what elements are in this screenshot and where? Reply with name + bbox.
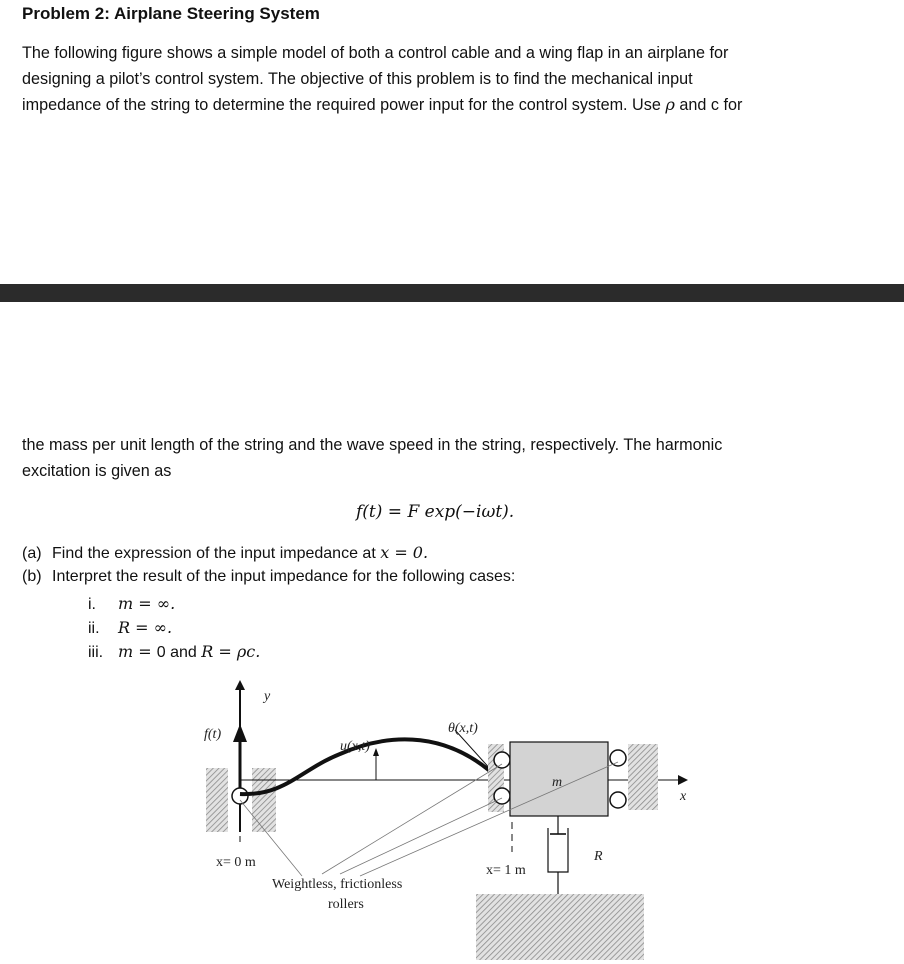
case-iii: iii. m = 0 and R = ρc. bbox=[88, 642, 261, 661]
mass-label: m bbox=[552, 775, 563, 790]
y-axis-arrowhead bbox=[235, 680, 245, 690]
displacement-arrowhead bbox=[373, 748, 379, 756]
left-wall-hatch-2 bbox=[252, 768, 276, 832]
damper-label: R bbox=[594, 849, 603, 864]
intro-line-1: The following figure shows a simple model of both a control cable and a wing flap in an airplane for bbox=[22, 44, 729, 62]
ground-block bbox=[476, 894, 644, 960]
string-curve bbox=[240, 739, 502, 794]
question-a-math: x = 0. bbox=[380, 543, 429, 562]
block-roller-bottom bbox=[610, 792, 626, 808]
case-i-label: i. bbox=[88, 596, 96, 613]
theta-label: θ(x,t) bbox=[448, 721, 478, 736]
force-arrowhead bbox=[233, 724, 247, 742]
end-roller-top bbox=[494, 752, 510, 768]
force-label: f(t) bbox=[204, 727, 222, 742]
question-b-text: Interpret the result of the input impedance for the following cases: bbox=[52, 568, 516, 585]
left-wall-hatch bbox=[206, 768, 228, 832]
intro-line-2: designing a pilot’s control system. The objective of this problem is to find the mechanical input bbox=[22, 70, 693, 88]
question-b-label: (b) bbox=[22, 568, 42, 585]
rho-symbol: ρ bbox=[665, 95, 675, 114]
rollers-caption-line-1: Weightless, frictionless bbox=[272, 877, 403, 892]
string-flap-figure bbox=[190, 672, 690, 962]
displacement-label: u(x,t) bbox=[340, 739, 370, 754]
question-b bbox=[22, 568, 515, 586]
continuation-line-2: excitation is given as bbox=[22, 462, 172, 480]
block-wall bbox=[628, 744, 658, 810]
case-ii-label: ii. bbox=[88, 620, 100, 637]
intro-line-3: impedance of the string to determine the required power input for the control system. Use ρ and c for bbox=[22, 95, 743, 114]
x-axis-arrowhead bbox=[678, 775, 688, 785]
question-a bbox=[22, 543, 428, 563]
continuation-line-1: the mass per unit length of the string and the wave speed in the string, respectively. The harmonic bbox=[22, 436, 723, 454]
y-axis-label: y bbox=[264, 689, 271, 704]
case-iii-label: iii. bbox=[88, 644, 104, 661]
question-a-label: (a) bbox=[22, 545, 42, 562]
problem-title: Problem 2: Airplane Steering System bbox=[22, 4, 320, 23]
block-roller-top bbox=[610, 750, 626, 766]
x1-label: x= 1 m bbox=[486, 863, 526, 878]
question-a-text: Find the expression of the input impedance at bbox=[52, 545, 381, 562]
rollers-caption-line-2: rollers bbox=[328, 897, 364, 912]
continuation-paragraph bbox=[22, 432, 882, 484]
end-roller-bottom bbox=[494, 788, 510, 804]
intro-paragraph bbox=[22, 40, 882, 118]
page-divider-band bbox=[0, 284, 904, 302]
x0-label: x= 0 m bbox=[216, 855, 256, 870]
x-axis-label: x bbox=[680, 789, 687, 804]
rollers-leader-3 bbox=[340, 798, 502, 874]
case-i: i. m = ∞. bbox=[88, 594, 176, 613]
excitation-equation: f(t) = F exp(−iωt). bbox=[356, 502, 515, 522]
case-ii: ii. R = ∞. bbox=[88, 618, 173, 637]
